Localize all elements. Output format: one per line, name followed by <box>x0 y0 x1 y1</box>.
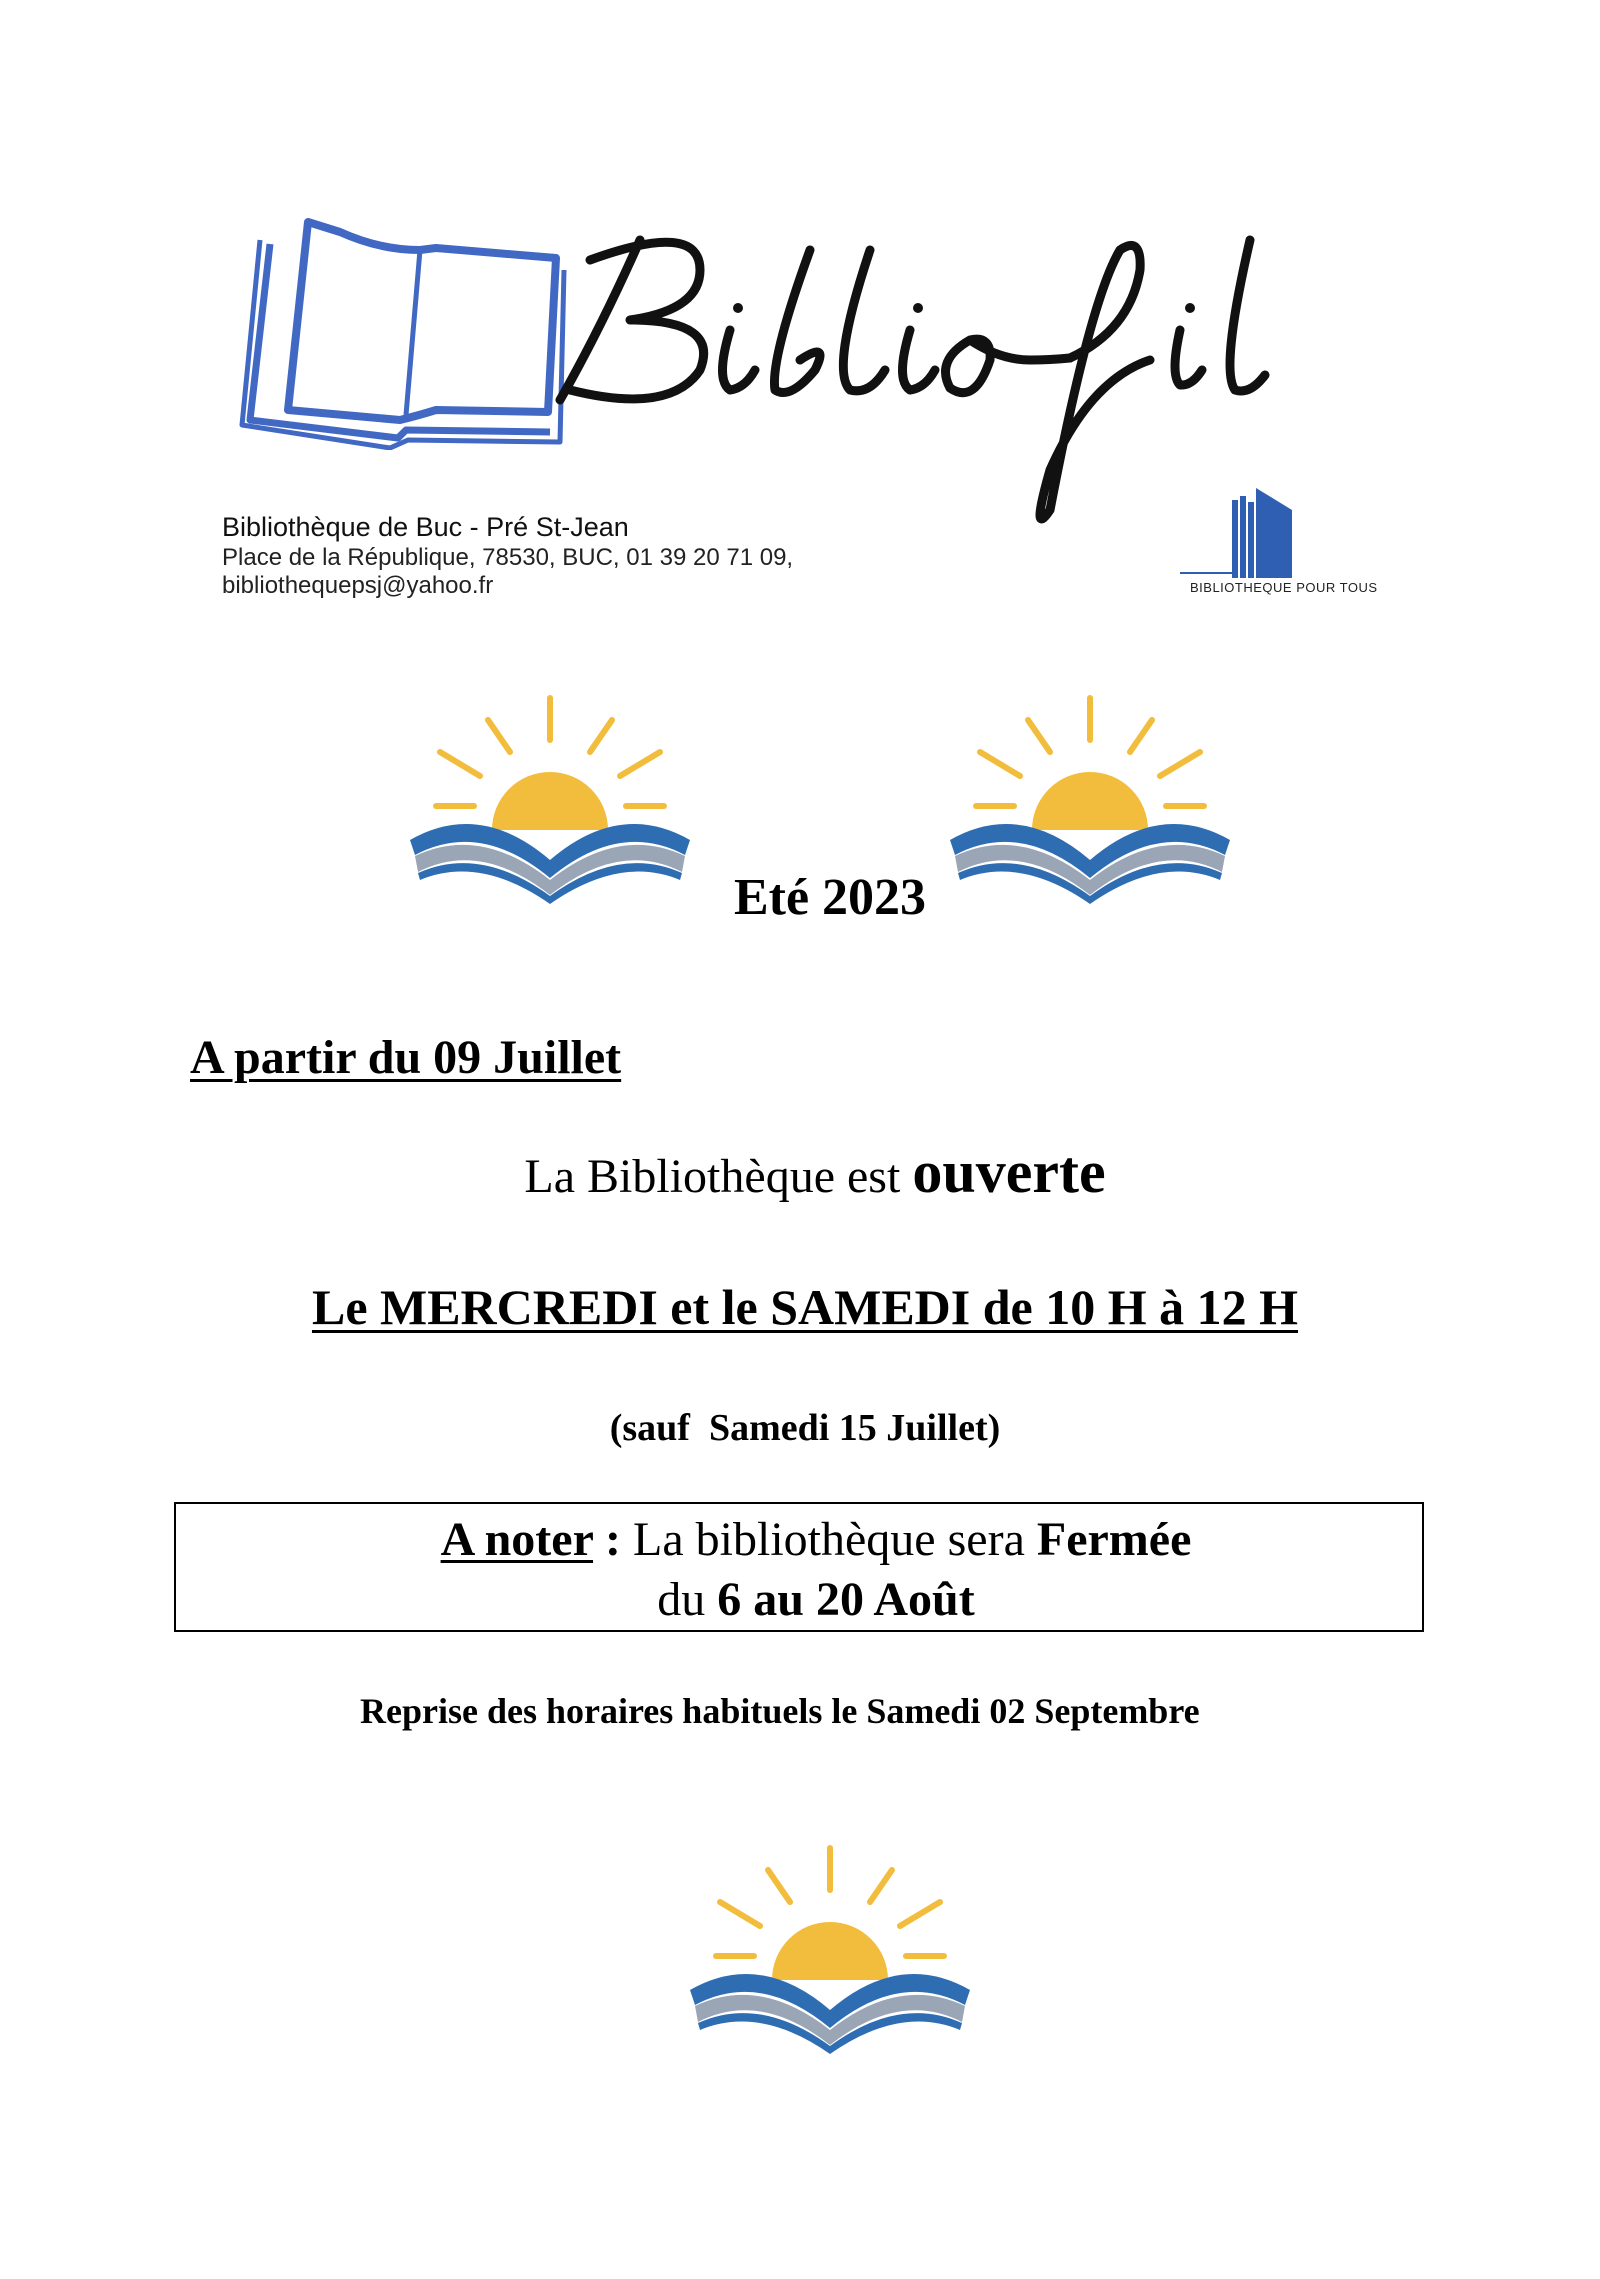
sun-book-icon <box>680 1840 980 2060</box>
library-name: Bibliothèque de Buc - Pré St-Jean <box>222 512 629 542</box>
open-book-logo-icon <box>230 210 570 450</box>
closure-period <box>176 1572 1426 1627</box>
exception-note: (sauf Samedi 15 Juillet) <box>609 1407 1001 1449</box>
period-dates: 6 au 20 Août <box>717 1573 975 1626</box>
opening-prefix: La Bibliothèque est <box>524 1150 913 1203</box>
closure-notice-box <box>174 1502 1424 1632</box>
note-text: La bibliothèque sera <box>633 1513 1037 1566</box>
closed-word: Fermée <box>1036 1513 1192 1566</box>
closure-notice-line <box>176 1512 1426 1567</box>
building-logo-icon <box>1180 488 1300 578</box>
season-title: Eté 2023 <box>733 869 927 926</box>
opening-statement <box>0 1138 1600 1207</box>
network-label: BIBLIOTHEQUE POUR TOUS <box>1190 580 1378 595</box>
opening-days: Le MERCREDI et le SAMEDI de 10 H à 12 H <box>311 1279 1299 1335</box>
note-colon: : <box>593 1513 634 1566</box>
biblio-fil-script-logo <box>530 210 1290 530</box>
library-address: Place de la République, 78530, BUC, 01 39 20 71 09, <box>222 544 794 571</box>
period-prefix: du <box>657 1573 718 1626</box>
note-label: A noter <box>440 1513 594 1566</box>
opening-word: ouverte <box>912 1139 1106 1205</box>
library-email: bibliothequepsj@yahoo.fr <box>222 572 494 599</box>
resume-notice: Reprise des horaires habituels le Samedi 02 Septembre <box>360 1691 1200 1731</box>
start-date-heading: A partir du 09 Juillet <box>190 1031 622 1084</box>
